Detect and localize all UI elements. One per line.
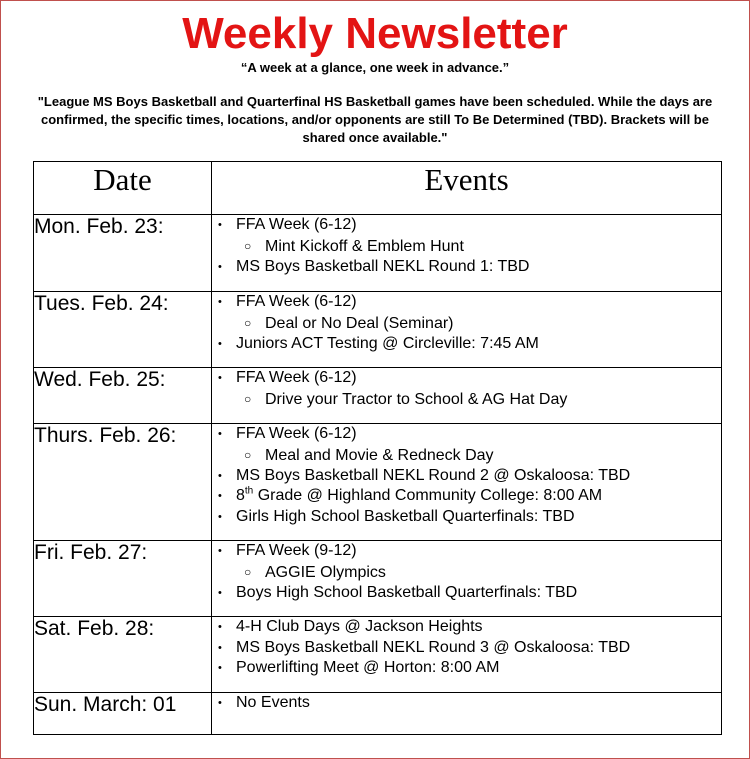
newsletter-subtitle: “A week at a glance, one week in advance.”	[240, 60, 510, 75]
bullet-icon: •	[218, 586, 222, 599]
row-date: Sat. Feb. 28:	[34, 617, 212, 693]
event-text: Juniors ACT Testing @ Circleville: 7:45 AM	[236, 334, 539, 352]
schedule-table	[33, 161, 722, 735]
sub-event-text: Meal and Movie & Redneck Day	[265, 446, 494, 464]
list-item	[236, 562, 721, 583]
row-date: Sun. March: 01	[34, 693, 212, 735]
table-header-row	[34, 162, 722, 215]
sub-event-text: Drive your Tractor to School & AG Hat Day	[265, 390, 568, 408]
row-date: Thurs. Feb. 26:	[34, 424, 212, 541]
events-column-header: Events	[212, 162, 722, 215]
circle-bullet-icon: ○	[244, 447, 252, 462]
list-item	[212, 292, 721, 334]
sub-event-text: Deal or No Deal (Seminar)	[265, 314, 454, 332]
event-text: FFA Week (6-12)	[236, 369, 357, 386]
table-row	[34, 541, 722, 617]
bullet-icon: •	[218, 490, 222, 502]
row-events	[212, 292, 722, 368]
list-item	[212, 638, 721, 659]
list-item	[212, 693, 721, 714]
row-events	[212, 693, 722, 735]
list-item	[236, 313, 721, 334]
event-list	[212, 215, 721, 277]
bullet-icon: •	[218, 337, 222, 350]
list-item	[212, 466, 721, 487]
circle-bullet-icon: ○	[244, 564, 252, 579]
event-list	[212, 617, 721, 679]
row-date: Tues. Feb. 24:	[34, 292, 212, 368]
row-date: Mon. Feb. 23:	[34, 215, 212, 292]
event-list	[212, 292, 721, 354]
list-item	[236, 236, 721, 257]
event-list	[212, 693, 721, 714]
event-list	[212, 541, 721, 603]
bullet-icon: •	[218, 510, 222, 523]
circle-bullet-icon: ○	[244, 315, 252, 330]
list-item	[212, 215, 721, 257]
sub-event-text: Mint Kickoff & Emblem Hunt	[265, 237, 464, 255]
event-list	[212, 424, 721, 527]
event-text: Girls High School Basketball Quarterfinals: TBD	[236, 507, 575, 525]
table-row	[34, 617, 722, 693]
event-text: MS Boys Basketball NEKL Round 1: TBD	[236, 257, 530, 275]
event-text: FFA Week (6-12)	[236, 293, 357, 310]
sub-event-list	[236, 562, 721, 583]
sub-event-list	[236, 236, 721, 257]
event-text: FFA Week (9-12)	[236, 542, 357, 559]
bullet-icon: •	[218, 469, 222, 482]
event-text: MS Boys Basketball NEKL Round 3 @ Oskaloosa: TBD	[236, 638, 631, 656]
list-item	[236, 389, 721, 410]
row-events	[212, 215, 722, 292]
row-events	[212, 617, 722, 693]
row-events	[212, 541, 722, 617]
row-events	[212, 424, 722, 541]
sub-event-list	[236, 389, 721, 410]
bullet-icon: •	[218, 219, 222, 231]
list-item	[212, 617, 721, 638]
bullet-icon: •	[218, 545, 222, 557]
date-column-header: Date	[34, 162, 212, 215]
bullet-icon: •	[218, 428, 222, 440]
table-row	[34, 368, 722, 424]
event-list	[212, 368, 721, 410]
table-row	[34, 693, 722, 735]
table-row	[34, 215, 722, 292]
event-text: Grade @ Highland Community College: 8:00 AM	[253, 487, 603, 504]
sub-event-list	[236, 313, 721, 334]
event-text: MS Boys Basketball NEKL Round 2 @ Oskaloosa: TBD	[236, 466, 631, 484]
sub-event-text: AGGIE Olympics	[265, 563, 386, 581]
bullet-icon: •	[218, 260, 222, 273]
list-item	[212, 334, 721, 355]
row-events	[212, 368, 722, 424]
row-date: Wed. Feb. 25:	[34, 368, 212, 424]
list-item	[212, 541, 721, 583]
event-text: Powerlifting Meet @ Horton: 8:00 AM	[236, 659, 500, 676]
list-item	[212, 257, 721, 278]
table-row	[34, 424, 722, 541]
event-text: FFA Week (6-12)	[236, 425, 357, 442]
event-text-number: 8	[236, 487, 245, 504]
ordinal-suffix: th	[244, 485, 254, 497]
list-item	[212, 583, 721, 604]
scheduling-notice: "League MS Boys Basketball and Quarterfinal HS Basketball games have been scheduled. While the days are confirmed, the specific times, locations, and/or opponents are still To Be Determined (TBD). Brackets will be shared once available."	[37, 94, 713, 145]
event-text: 4-H Club Days @ Jackson Heights	[236, 618, 483, 635]
list-item	[212, 424, 721, 466]
table-row	[34, 292, 722, 368]
event-text: Boys High School Basketball Quarterfinals: TBD	[236, 583, 578, 601]
circle-bullet-icon: ○	[244, 238, 252, 253]
list-item	[212, 368, 721, 410]
list-item	[236, 445, 721, 466]
row-date: Fri. Feb. 27:	[34, 541, 212, 617]
list-item	[212, 507, 721, 528]
circle-bullet-icon: ○	[244, 391, 252, 406]
bullet-icon: •	[218, 621, 222, 633]
list-item	[212, 486, 721, 507]
bullet-icon: •	[218, 697, 222, 709]
bullet-icon: •	[218, 641, 222, 654]
event-text: FFA Week (6-12)	[236, 216, 357, 233]
sub-event-list	[236, 445, 721, 466]
newsletter-title: Weekly Newsletter	[182, 9, 568, 58]
bullet-icon: •	[218, 372, 222, 384]
bullet-icon: •	[218, 296, 222, 308]
event-text: No Events	[236, 694, 310, 711]
bullet-icon: •	[218, 662, 222, 674]
list-item	[212, 658, 721, 679]
